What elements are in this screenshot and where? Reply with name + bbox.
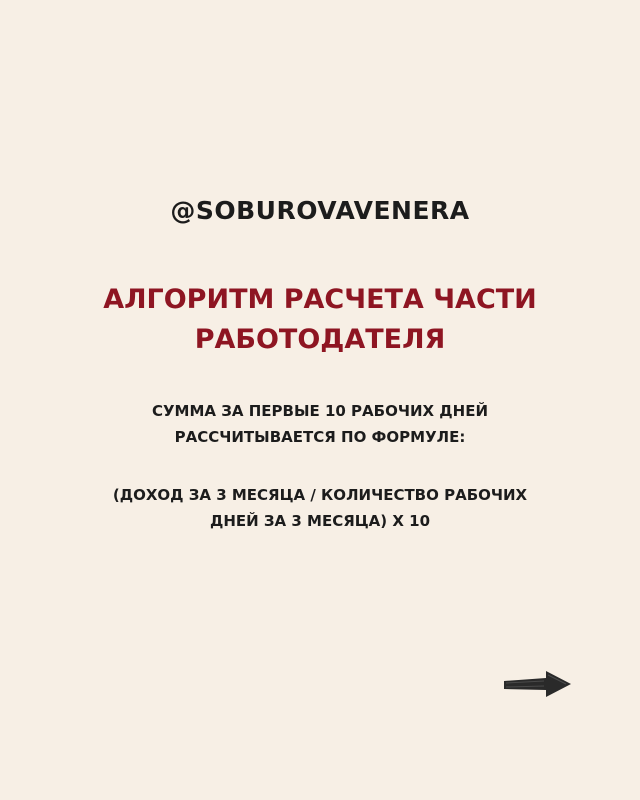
paragraph2-line-1: (ДОХОД ЗА 3 МЕСЯЦА / КОЛИЧЕСТВО РАБОЧИХ xyxy=(112,486,528,504)
paragraph1-line-1: СУММА ЗА ПЕРВЫЕ 10 РАБОЧИХ ДНЕЙ xyxy=(151,402,489,420)
title-line-2: РАБОТОДАТЕЛЯ xyxy=(194,324,446,355)
paragraph-formula xyxy=(50,482,590,534)
slide-title xyxy=(60,280,580,360)
author-handle: @SOBUROVAVENERA xyxy=(170,196,470,225)
paragraph2-line-2: ДНЕЙ ЗА 3 МЕСЯЦА) Х 10 xyxy=(209,512,431,530)
paragraph1-line-2: РАССЧИТЫВАЕТСЯ ПО ФОРМУЛЕ: xyxy=(174,428,466,446)
paragraph-formula-intro xyxy=(50,398,590,450)
title-line-1: АЛГОРИТМ РАСЧЕТА ЧАСТИ xyxy=(103,284,537,315)
arrow-right-icon[interactable] xyxy=(500,664,574,704)
